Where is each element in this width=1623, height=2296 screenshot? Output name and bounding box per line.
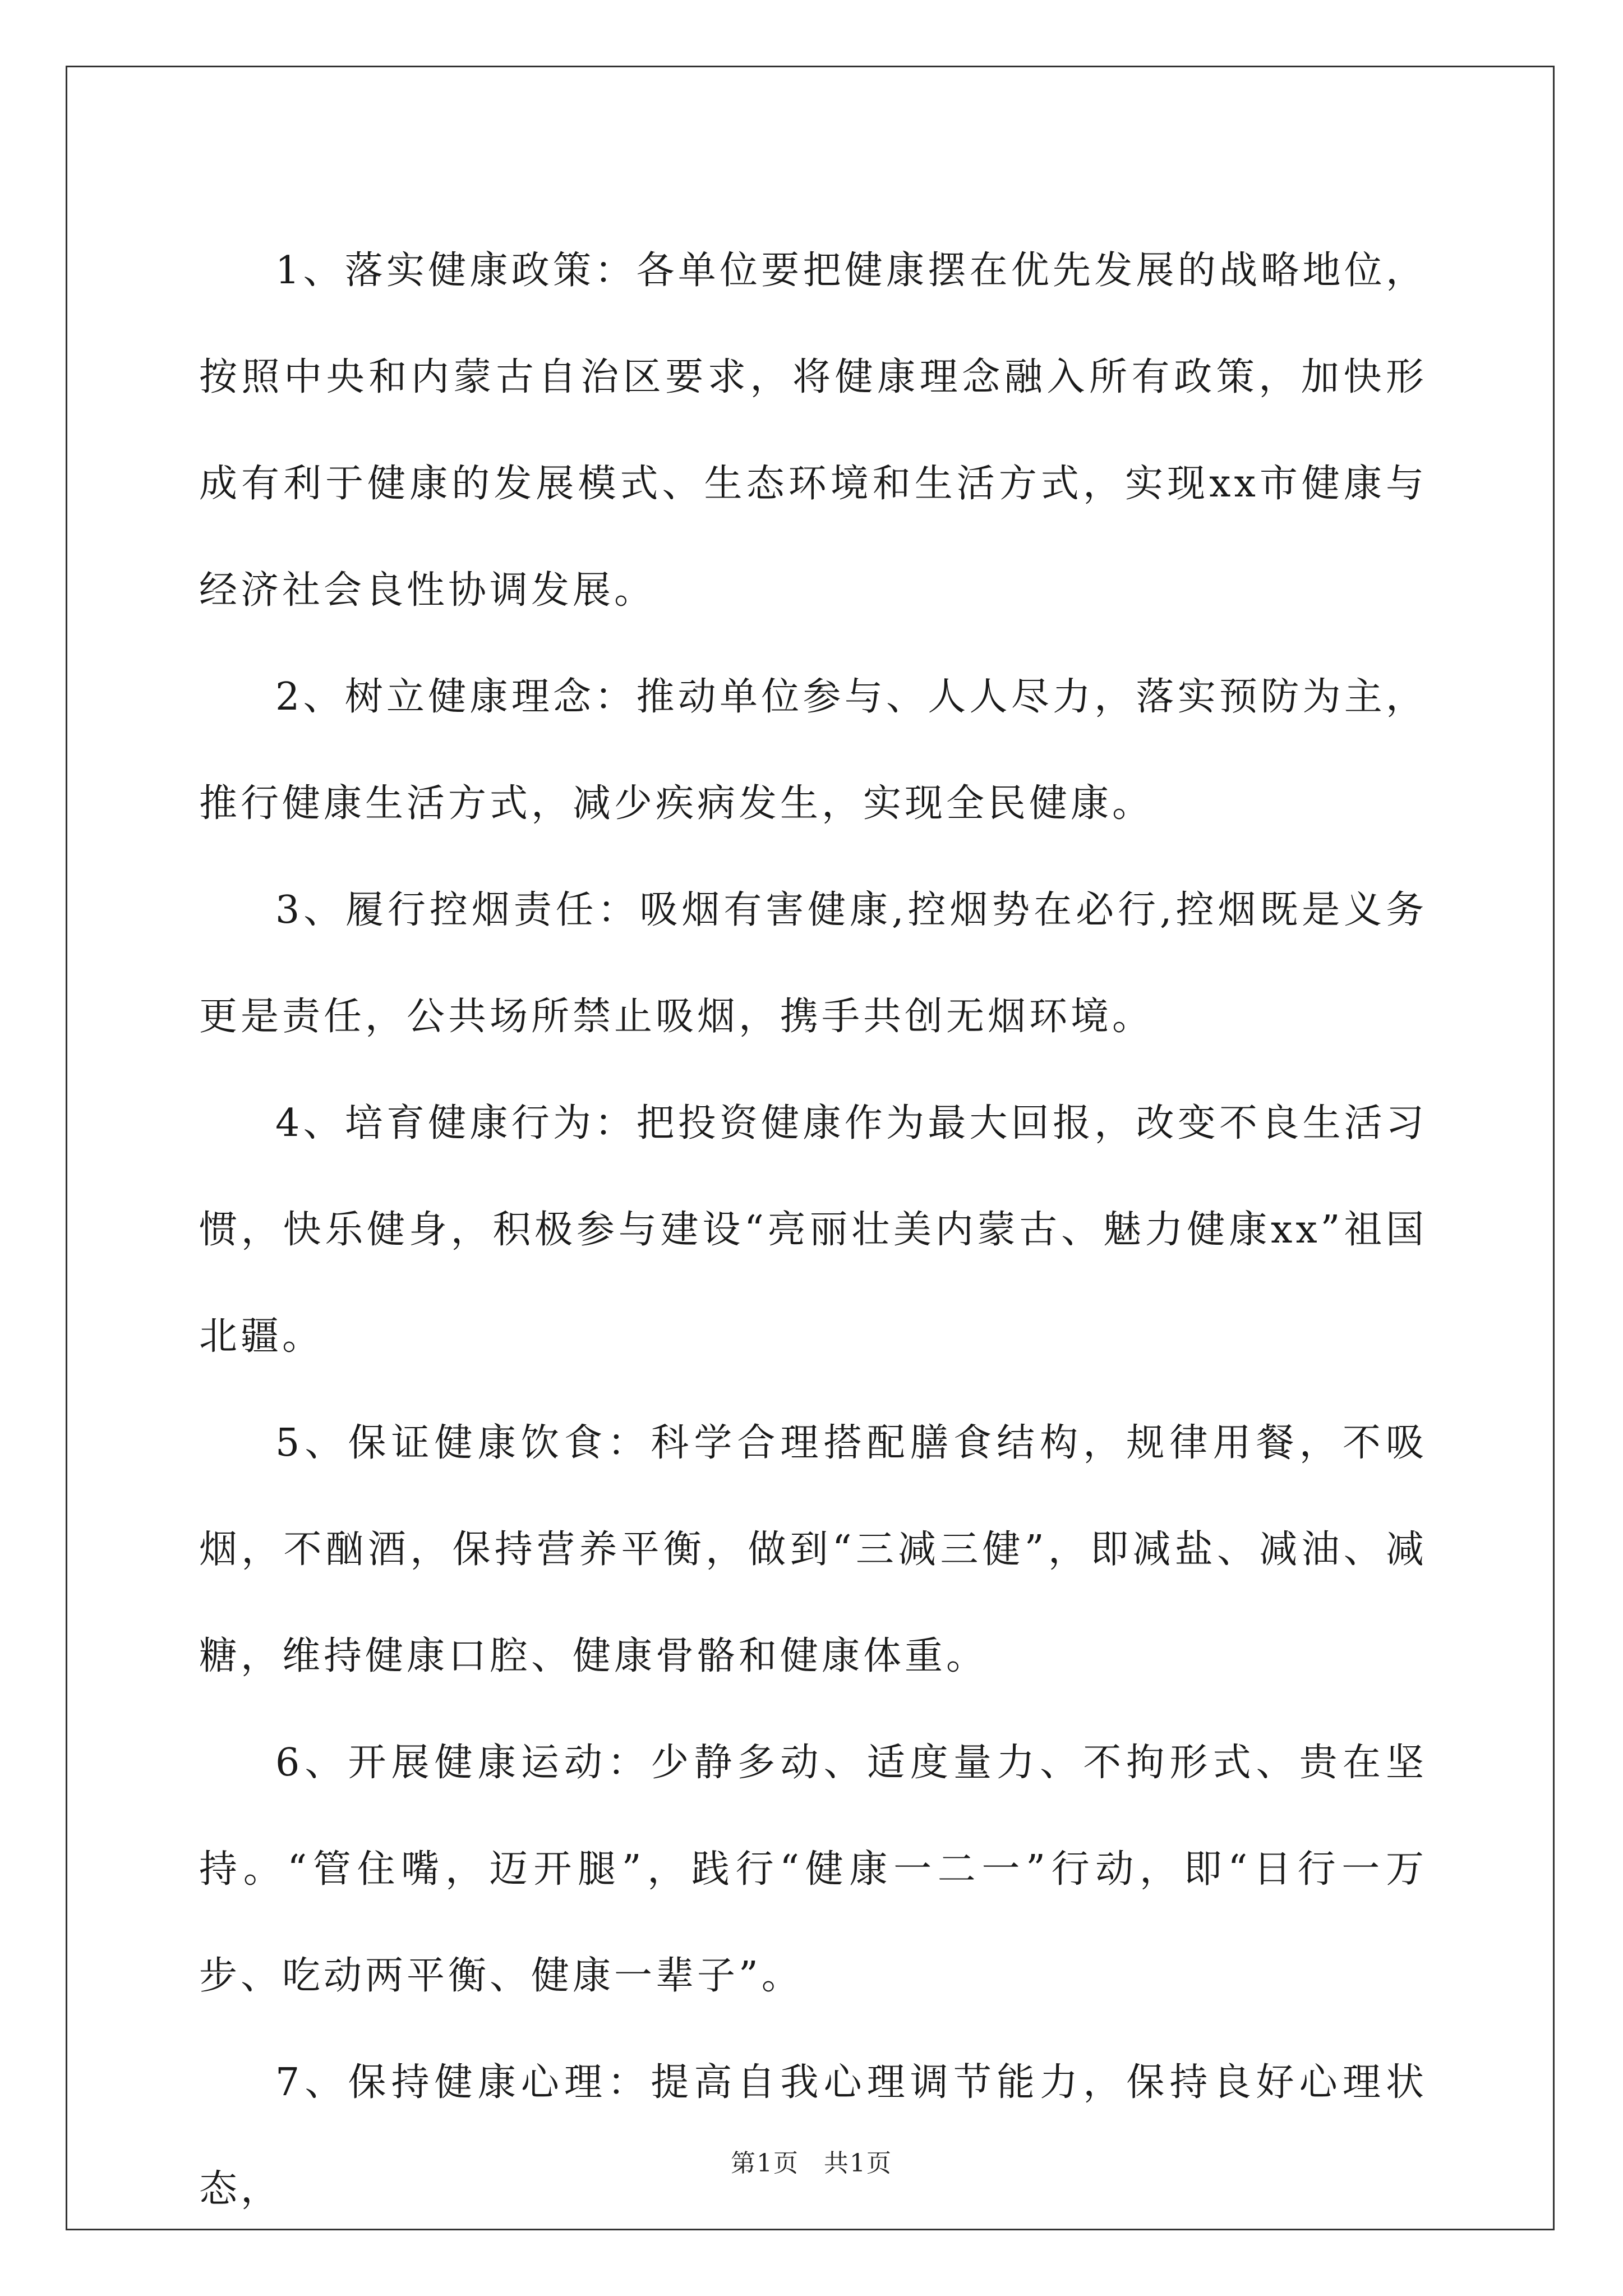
paragraph-4: 4、培育健康行为：把投资健康作为最大回报，改变不良生活习惯，快乐健身，积极参与建设“亮丽壮美内蒙古、魅力健康xx”祖国北疆。 [199, 1101, 1427, 1359]
document-body [199, 218, 1427, 2243]
paragraph-3: 3、履行控烟责任：吸烟有害健康,控烟势在必行,控烟既是义务更是责任，公共场所禁止吸烟，携手共创无烟环境。 [199, 888, 1427, 1039]
paragraph-6: 6、开展健康运动：少静多动、适度量力、不拘形式、贵在坚持。“管住嘴，迈开腿”，践行“健康一二一”行动，即“日行一万步、吃动两平衡、健康一辈子”。 [199, 1741, 1427, 1998]
paragraph-1: 1、落实健康政策：各单位要把健康摆在优先发展的战略地位，按照中央和内蒙古自治区要求，将健康理念融入所有政策，加快形成有利于健康的发展模式、生态环境和生活方式，实现xx市健康与经济社会良性协调发展。 [199, 249, 1427, 613]
page-number-total: 共1页 [824, 2149, 892, 2178]
paragraph-2: 2、树立健康理念：推动单位参与、人人尽力，落实预防为主，推行健康生活方式，减少疾病发生，实现全民健康。 [199, 675, 1427, 826]
page-number-current: 第1页 [731, 2149, 799, 2178]
page-footer [0, 2143, 1623, 2179]
paragraph-7: 7、保持健康心理：提高自我心理调节能力，保持良好心理状态， [199, 2060, 1427, 2211]
paragraph-5: 5、保证健康饮食：科学合理搭配膳食结构，规律用餐，不吸烟，不酗酒，保持营养平衡，做到“三减三健”，即减盐、减油、减糖，维持健康口腔、健康骨骼和健康体重。 [199, 1421, 1427, 1678]
